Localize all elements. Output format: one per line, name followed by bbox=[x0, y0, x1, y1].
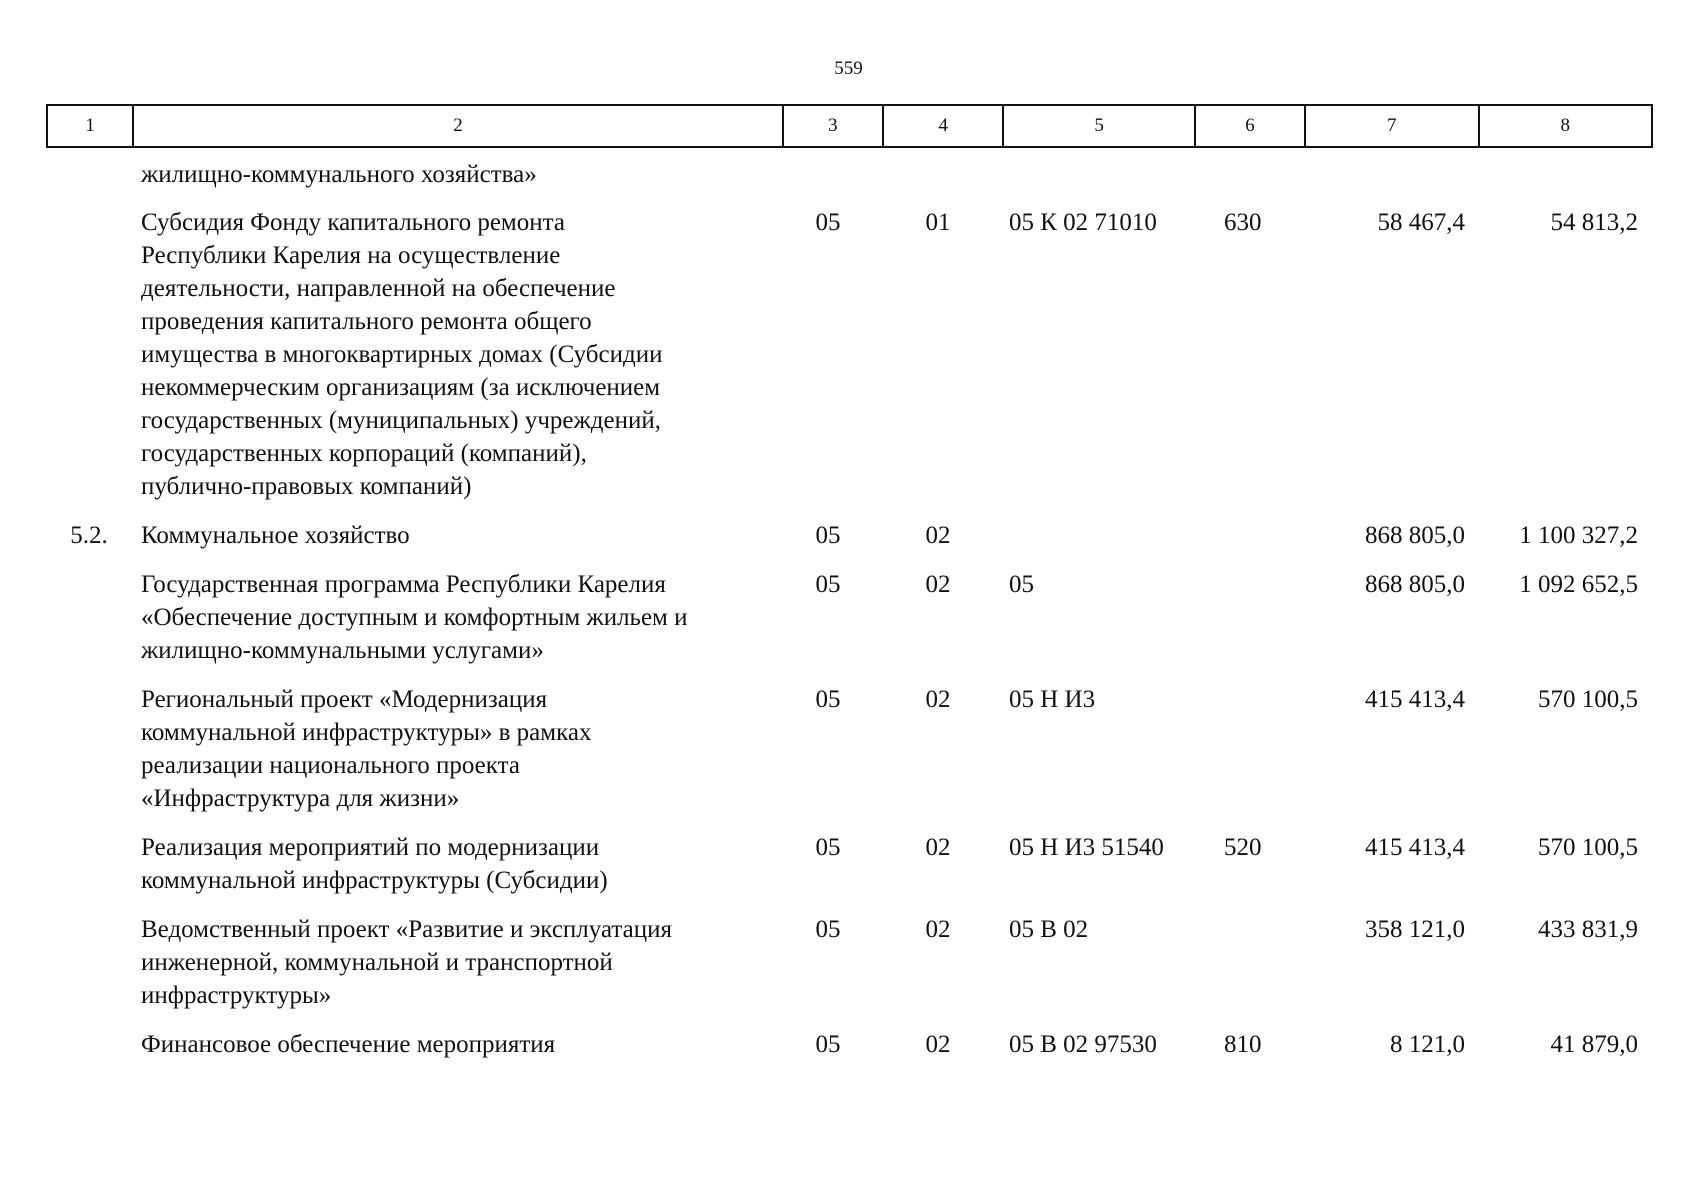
row-number bbox=[46, 206, 132, 503]
row-section-code: 05 bbox=[815, 209, 841, 236]
row-number bbox=[46, 158, 132, 191]
row-target-article: 05 Н И3 bbox=[1009, 686, 1096, 713]
row-target-article bbox=[1000, 519, 1191, 552]
row-amount-col8: 1 100 327,2 bbox=[1519, 522, 1638, 549]
table-row bbox=[46, 683, 1653, 815]
row-name: жилищно-коммунального хозяйства» bbox=[141, 161, 537, 188]
row-target-article: 05 В 02 bbox=[1009, 916, 1089, 943]
row-section-code: 05 bbox=[815, 686, 841, 713]
row-amount-col8: 1 092 652,5 bbox=[1519, 571, 1638, 598]
row-amount-col8 bbox=[1474, 158, 1647, 191]
row-name: Государственная программа Республики Карелия «Обеспечение доступным и комфортным жильем и жилищно-коммунальными услугами» bbox=[141, 571, 688, 664]
table-row bbox=[46, 1028, 1653, 1061]
row-expense-type bbox=[1191, 568, 1301, 667]
row-amount-col7: 8 121,0 bbox=[1390, 1031, 1465, 1058]
row-expense-type bbox=[1191, 519, 1301, 552]
table-row bbox=[46, 913, 1653, 1012]
row-name: Ведомственный проект «Развитие и эксплуатация инженерной, коммунальной и транспортной инфраструктуры» bbox=[141, 916, 672, 1009]
column-header-4: 4 bbox=[883, 105, 1003, 147]
row-name: Субсидия Фонду капитального ремонта Республики Карелия на осуществление деятельности, направленной на обеспечение проведения капитального ремонта общего имущества в многоквартирных домах (Субсидии некоммерческим организациям (за исключением государственных (муниципальных) учреждений, государственных корпораций (компаний), публично-правовых компаний) bbox=[141, 209, 663, 500]
row-target-article: 05 Н И3 51540 bbox=[1009, 834, 1164, 861]
row-name: Реализация мероприятий по модернизации коммунальной инфраструктуры (Субсидии) bbox=[141, 834, 608, 894]
column-header-8: 8 bbox=[1479, 105, 1653, 147]
row-expense-type bbox=[1191, 913, 1301, 1012]
row-amount-col7: 868 805,0 bbox=[1365, 522, 1465, 549]
row-section-code: 05 bbox=[815, 1031, 841, 1058]
row-name: Финансовое обеспечение мероприятия bbox=[141, 1031, 556, 1058]
column-header-3: 3 bbox=[783, 105, 883, 147]
row-amount-col7: 415 413,4 bbox=[1365, 686, 1465, 713]
row-expense-type: 810 bbox=[1224, 1031, 1262, 1058]
row-section-code: 05 bbox=[815, 834, 841, 861]
table-row bbox=[46, 519, 1653, 552]
row-name: Коммунальное хозяйство bbox=[141, 522, 410, 549]
row-target-article bbox=[1000, 158, 1191, 191]
row-amount-col7: 868 805,0 bbox=[1365, 571, 1465, 598]
column-header-1: 1 bbox=[47, 105, 133, 147]
column-header-2: 2 bbox=[133, 105, 783, 147]
row-section-code: 05 bbox=[815, 916, 841, 943]
row-subsection-code: 01 bbox=[925, 209, 951, 236]
page-number: 559 bbox=[834, 58, 863, 79]
row-subsection-code: 02 bbox=[925, 916, 951, 943]
column-header-row bbox=[47, 105, 1652, 147]
row-section-code: 05 bbox=[815, 571, 841, 598]
row-amount-col8: 570 100,5 bbox=[1538, 686, 1638, 713]
row-subsection-code: 02 bbox=[925, 522, 951, 549]
table-row bbox=[46, 206, 1653, 503]
row-expense-type: 630 bbox=[1224, 209, 1262, 236]
table-row bbox=[46, 568, 1653, 667]
row-amount-col7: 415 413,4 bbox=[1365, 834, 1465, 861]
row-target-article: 05 К 02 71010 bbox=[1009, 209, 1157, 236]
row-amount-col7: 58 467,4 bbox=[1377, 209, 1465, 236]
row-number bbox=[46, 913, 132, 1012]
row-expense-type bbox=[1191, 683, 1301, 815]
row-amount-col8: 570 100,5 bbox=[1538, 834, 1638, 861]
column-header-table bbox=[46, 104, 1653, 148]
row-amount-col7 bbox=[1301, 158, 1474, 191]
row-number: 5.2. bbox=[70, 522, 108, 549]
row-number bbox=[46, 1028, 132, 1061]
column-header-5: 5 bbox=[1003, 105, 1194, 147]
column-header-7: 7 bbox=[1305, 105, 1478, 147]
row-amount-col8: 41 879,0 bbox=[1550, 1031, 1638, 1058]
row-expense-type: 520 bbox=[1224, 834, 1262, 861]
row-subsection-code: 02 bbox=[925, 834, 951, 861]
row-amount-col7: 358 121,0 bbox=[1365, 916, 1465, 943]
row-number bbox=[46, 568, 132, 667]
row-section-code bbox=[780, 158, 880, 191]
row-subsection-code: 02 bbox=[925, 686, 951, 713]
row-subsection-code bbox=[880, 158, 1000, 191]
row-number bbox=[46, 831, 132, 897]
table-row bbox=[46, 831, 1653, 897]
row-amount-col8: 54 813,2 bbox=[1550, 209, 1638, 236]
row-target-article: 05 В 02 97530 bbox=[1009, 1031, 1157, 1058]
table-body bbox=[46, 158, 1653, 1077]
column-header-6: 6 bbox=[1195, 105, 1305, 147]
row-subsection-code: 02 bbox=[925, 1031, 951, 1058]
table-row bbox=[46, 158, 1653, 191]
row-number bbox=[46, 683, 132, 815]
row-expense-type bbox=[1191, 158, 1301, 191]
row-section-code: 05 bbox=[815, 522, 841, 549]
row-target-article: 05 bbox=[1009, 571, 1034, 598]
row-subsection-code: 02 bbox=[925, 571, 951, 598]
row-name: Региональный проект «Модернизация коммунальной инфраструктуры» в рамках реализации национального проекта «Инфраструктура для жизни» bbox=[141, 686, 592, 812]
row-amount-col8: 433 831,9 bbox=[1538, 916, 1638, 943]
